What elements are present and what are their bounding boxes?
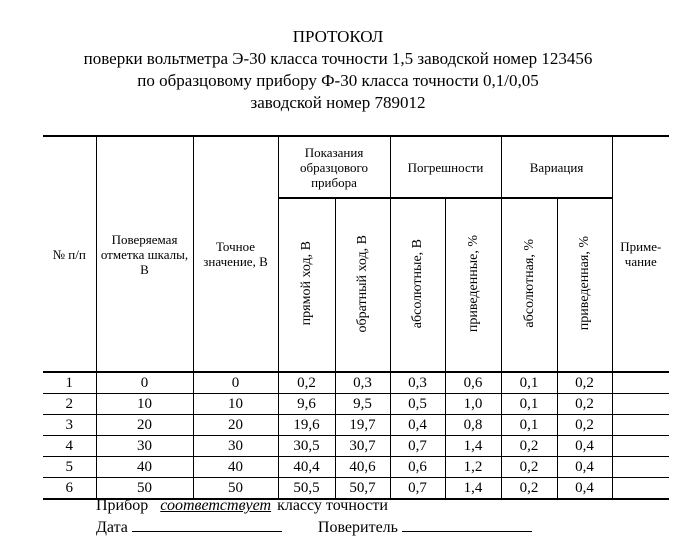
cell-number: 6 xyxy=(43,478,96,500)
verdict-value: соответствует xyxy=(160,497,272,514)
cell-note xyxy=(612,436,669,457)
cell-abs-error: 0,7 xyxy=(390,478,445,500)
cell-number: 3 xyxy=(43,415,96,436)
accuracy-class-label: классу точности xyxy=(277,497,388,514)
cell-abs-variation: 0,2 xyxy=(501,478,557,500)
cell-abs-error: 0,7 xyxy=(390,436,445,457)
header-reference-readings: Показания образцового прибора xyxy=(278,136,390,198)
cell-abs-variation: 0,1 xyxy=(501,372,557,394)
cell-note xyxy=(612,457,669,478)
cell-rel-error: 1,4 xyxy=(445,436,501,457)
verifier-blank xyxy=(402,518,532,532)
table-row xyxy=(43,372,669,394)
header-scale-mark: Поверяемая отметка шкалы, В xyxy=(96,136,193,372)
subheader-backward: обратный ход, В xyxy=(335,198,390,372)
cell-scale-mark: 30 xyxy=(96,436,193,457)
cell-abs-error: 0,6 xyxy=(390,457,445,478)
device-label: Прибор xyxy=(96,497,149,514)
cell-abs-variation: 0,1 xyxy=(501,415,557,436)
cell-number: 1 xyxy=(43,372,96,394)
conclusion-line xyxy=(96,497,388,515)
cell-scale-mark: 50 xyxy=(96,478,193,500)
date-label: Дата xyxy=(96,519,128,536)
cell-rel-variation: 0,4 xyxy=(557,478,612,500)
cell-forward: 30,5 xyxy=(278,436,335,457)
cell-number: 5 xyxy=(43,457,96,478)
cell-note xyxy=(612,415,669,436)
cell-scale-mark: 40 xyxy=(96,457,193,478)
subheader-rel-error: приведенные, % xyxy=(445,198,501,372)
cell-number: 2 xyxy=(43,394,96,415)
header-errors: Погрешности xyxy=(390,136,501,198)
cell-exact-value: 10 xyxy=(193,394,278,415)
cell-backward: 30,7 xyxy=(335,436,390,457)
protocol-subtitle-device: поверки вольтметра Э-30 класса точности 1,5 заводской номер 123456 xyxy=(83,49,593,68)
cell-rel-error: 0,6 xyxy=(445,372,501,394)
table-row xyxy=(43,457,669,478)
cell-rel-error: 1,4 xyxy=(445,478,501,500)
cell-exact-value: 40 xyxy=(193,457,278,478)
cell-scale-mark: 20 xyxy=(96,415,193,436)
cell-note xyxy=(612,478,669,500)
table-row xyxy=(43,478,669,500)
cell-rel-variation: 0,2 xyxy=(557,372,612,394)
cell-backward: 40,6 xyxy=(335,457,390,478)
cell-note xyxy=(612,394,669,415)
cell-forward: 9,6 xyxy=(278,394,335,415)
cell-abs-error: 0,5 xyxy=(390,394,445,415)
cell-exact-value: 50 xyxy=(193,478,278,500)
cell-backward: 9,5 xyxy=(335,394,390,415)
cell-forward: 0,2 xyxy=(278,372,335,394)
cell-backward: 19,7 xyxy=(335,415,390,436)
protocol-subtitle-serial: заводской номер 789012 xyxy=(250,93,426,112)
cell-forward: 50,5 xyxy=(278,478,335,500)
signature-line xyxy=(96,518,532,537)
subheader-rel-variation: приведенная, % xyxy=(557,198,612,372)
cell-exact-value: 0 xyxy=(193,372,278,394)
cell-backward: 0,3 xyxy=(335,372,390,394)
cell-abs-error: 0,4 xyxy=(390,415,445,436)
cell-rel-variation: 0,2 xyxy=(557,394,612,415)
table-row xyxy=(43,394,669,415)
protocol-title-block xyxy=(0,26,676,114)
cell-number: 4 xyxy=(43,436,96,457)
cell-exact-value: 30 xyxy=(193,436,278,457)
cell-exact-value: 20 xyxy=(193,415,278,436)
cell-rel-error: 1,0 xyxy=(445,394,501,415)
verifier-label: Поверитель xyxy=(317,519,398,536)
protocol-title: ПРОТОКОЛ xyxy=(292,27,384,46)
subheader-forward: прямой ход, В xyxy=(278,198,335,372)
cell-rel-error: 1,2 xyxy=(445,457,501,478)
cell-rel-variation: 0,2 xyxy=(557,415,612,436)
cell-abs-variation: 0,1 xyxy=(501,394,557,415)
cell-rel-error: 0,8 xyxy=(445,415,501,436)
cell-abs-variation: 0,2 xyxy=(501,457,557,478)
cell-forward: 19,6 xyxy=(278,415,335,436)
cell-forward: 40,4 xyxy=(278,457,335,478)
cell-backward: 50,7 xyxy=(335,478,390,500)
table-row xyxy=(43,415,669,436)
cell-note xyxy=(612,372,669,394)
cell-rel-variation: 0,4 xyxy=(557,457,612,478)
header-note: Приме-чание xyxy=(612,136,669,372)
cell-rel-variation: 0,4 xyxy=(557,436,612,457)
subheader-abs-variation: абсолютная, % xyxy=(501,198,557,372)
header-number: № п/п xyxy=(43,136,96,372)
protocol-subtitle-reference: по образцовому прибору Ф-30 класса точности 0,1/0,05 xyxy=(137,71,539,90)
header-variation: Вариация xyxy=(501,136,612,198)
cell-scale-mark: 0 xyxy=(96,372,193,394)
date-blank xyxy=(132,518,282,532)
cell-scale-mark: 10 xyxy=(96,394,193,415)
subheader-abs-error: абсолютные, В xyxy=(390,198,445,372)
verification-table xyxy=(43,135,669,500)
cell-abs-error: 0,3 xyxy=(390,372,445,394)
cell-abs-variation: 0,2 xyxy=(501,436,557,457)
header-exact-value: Точное значение, В xyxy=(193,136,278,372)
table-row xyxy=(43,436,669,457)
